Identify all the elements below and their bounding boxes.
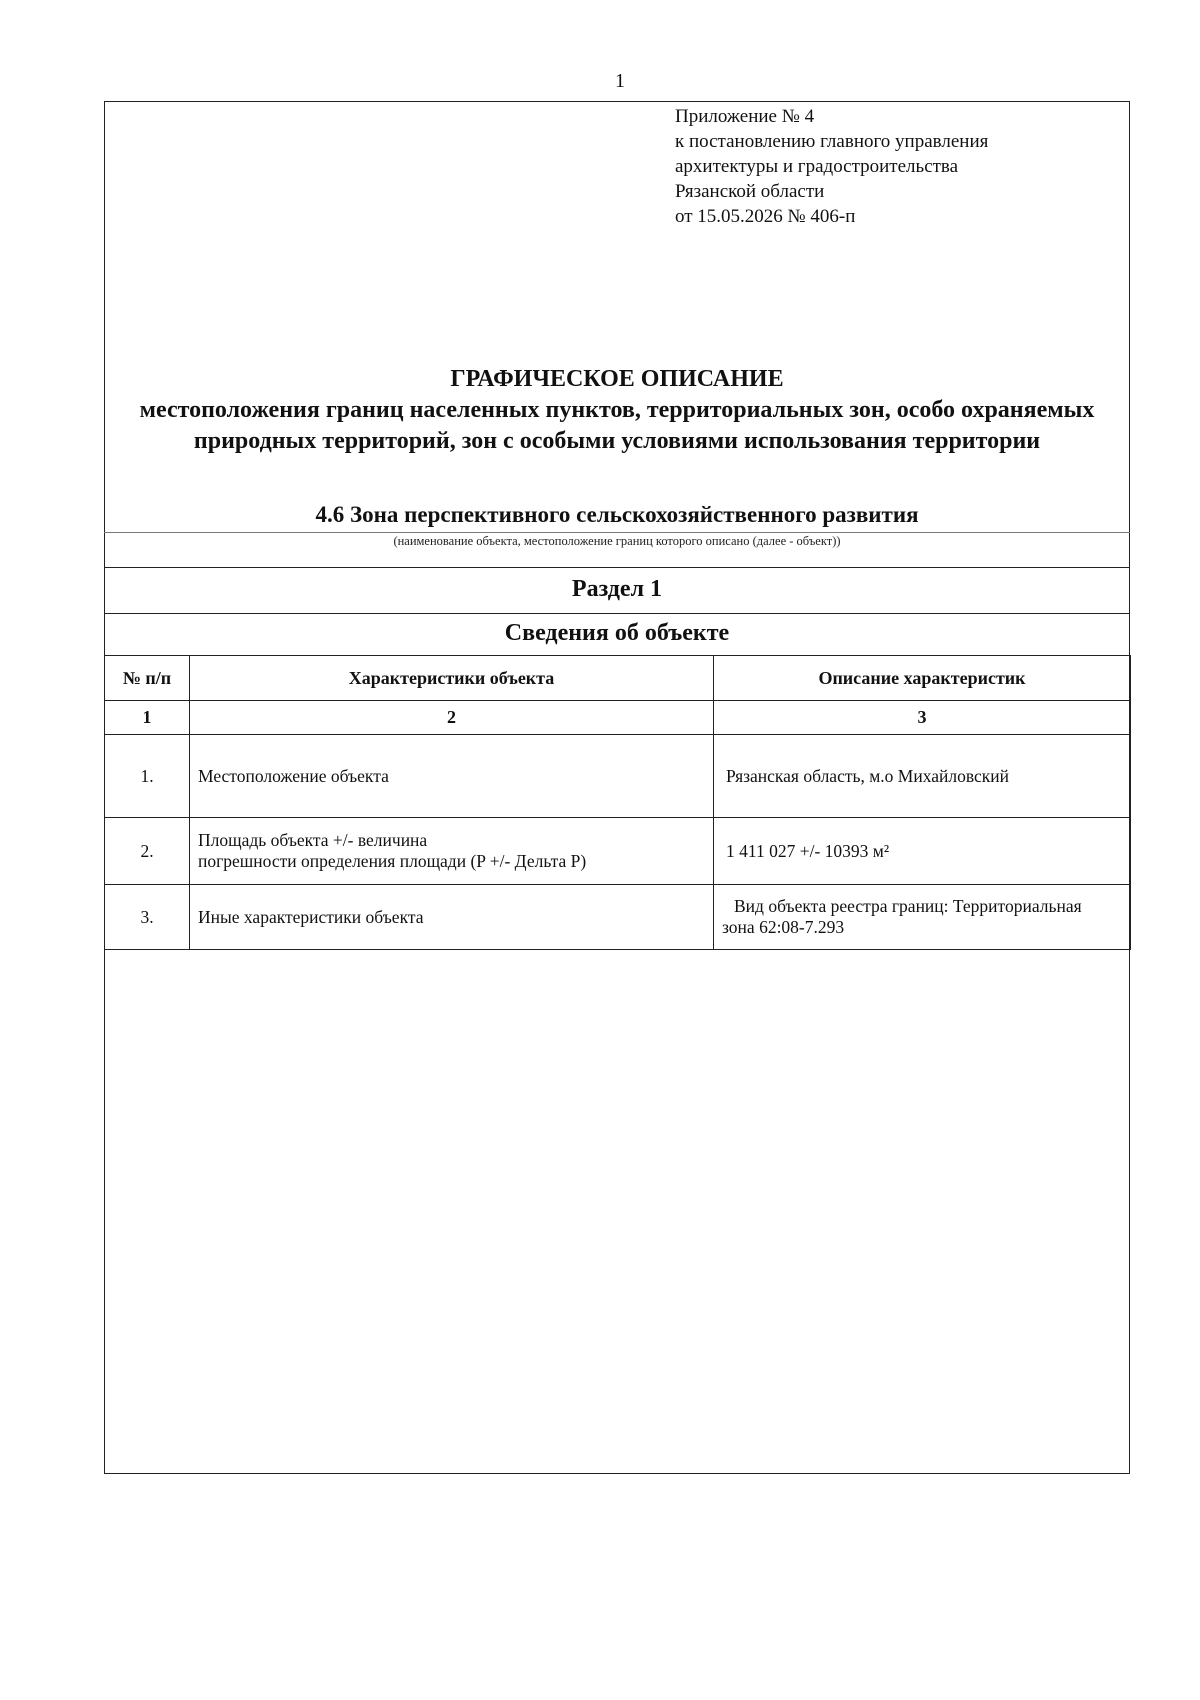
document-title: ГРАФИЧЕСКОЕ ОПИСАНИЕ [450, 366, 784, 392]
appendix-line: от 15.05.2026 № 406-п [675, 206, 856, 227]
row-description [714, 885, 1131, 950]
column-number: 1 [105, 701, 190, 735]
object-name-underline [104, 532, 1130, 533]
description-line: Вид объекта реестра границ: Территориальная [734, 896, 1082, 916]
column-number-row [105, 701, 1131, 735]
characteristic-line: Площадь объекта +/- величина [198, 830, 428, 850]
column-header: Описание характеристик [714, 656, 1131, 701]
appendix-line: к постановлению главного управления [675, 131, 989, 152]
row-characteristic [190, 818, 714, 885]
table-row [105, 818, 1131, 885]
divider [104, 567, 1130, 568]
table-row [105, 735, 1131, 818]
table-row [105, 885, 1131, 950]
characteristic-line: погрешности определения площади (P +/- Дельта P) [198, 851, 587, 871]
row-number: 2. [105, 818, 190, 885]
column-header: Характеристики объекта [190, 656, 714, 701]
appendix-line: архитектуры и градостроительства [675, 156, 959, 177]
divider [104, 613, 1130, 614]
column-number: 2 [190, 701, 714, 735]
description-line: зона 62:08-7.293 [722, 917, 845, 937]
row-characteristic: Местоположение объекта [190, 735, 714, 818]
appendix-line: Приложение № 4 [675, 106, 815, 127]
page-number: 1 [615, 70, 625, 92]
object-info-table [104, 655, 1131, 950]
section-title: Раздел 1 [571, 576, 663, 602]
appendix-line: Рязанской области [675, 181, 825, 202]
appendix-block [675, 104, 988, 229]
column-header: № п/п [105, 656, 190, 701]
table-header-row [105, 656, 1131, 701]
section-heading: Сведения об объекте [504, 620, 730, 646]
row-description: 1 411 027 +/- 10393 м² [714, 818, 1131, 885]
object-name: 4.6 Зона перспективного сельскохозяйственного развития [315, 502, 919, 527]
row-description: Рязанская область, м.о Михайловский [714, 735, 1131, 818]
document-subtitle: местоположения границ населенных пунктов, территориальных зон, особо охраняемых природных территорий, зон с особыми условиями использования территории [139, 397, 1095, 454]
column-number: 3 [714, 701, 1131, 735]
row-number: 1. [105, 735, 190, 818]
row-number: 3. [105, 885, 190, 950]
row-characteristic: Иные характеристики объекта [190, 885, 714, 950]
object-name-note: (наименование объекта, местоположение границ которого описано (далее - объект)) [393, 534, 841, 548]
